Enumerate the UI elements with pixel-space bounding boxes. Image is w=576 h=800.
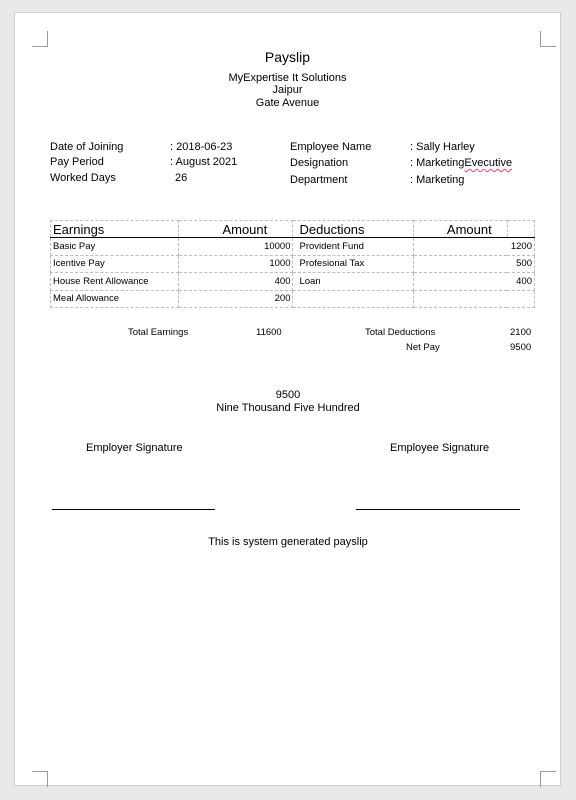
deduction-amount: 1200 [413, 238, 534, 256]
deduction-name: Provident Fund [293, 238, 413, 256]
deduction-name [293, 290, 413, 308]
net-pay-amount: 9500 [275, 389, 301, 401]
system-generated-note: This is system generated payslip [208, 536, 368, 548]
table-row [51, 290, 535, 308]
deductions-amount-header: Amount [413, 221, 507, 238]
company-city: Jaipur [272, 84, 303, 96]
crop-mark-bottom-left [32, 771, 48, 787]
net-pay-label: Net Pay [406, 342, 440, 353]
employer-signature-label: Employer Signature [86, 442, 183, 454]
pay-period-value: : August 2021 [170, 156, 238, 168]
deductions-header: Deductions [293, 221, 413, 238]
earning-name: Meal Allowance [51, 290, 179, 308]
table-header-row [51, 221, 535, 238]
company-address: Gate Avenue [255, 97, 320, 109]
total-earnings-label: Total Earnings [128, 327, 189, 338]
total-earnings-value: 11600 [256, 327, 282, 338]
net-pay-in-words: Nine Thousand Five Hundred [216, 402, 360, 414]
crop-mark-top-right [540, 31, 556, 47]
total-deductions-value: 2100 [510, 327, 532, 338]
earning-name: Icentive Pay [51, 255, 179, 273]
department-value: : Marketing [410, 174, 465, 186]
company-name: MyExpertise It Solutions [228, 72, 347, 84]
payslip-title: Payslip [264, 49, 311, 65]
worked-days-label: Worked Days [50, 172, 116, 184]
earnings-amount-header: Amount [179, 221, 293, 238]
deduction-amount [413, 290, 534, 308]
employee-signature-label: Employee Signature [390, 442, 490, 454]
employer-signature-line [52, 509, 215, 510]
table-row [51, 255, 535, 273]
table-row [51, 273, 535, 291]
table-row [51, 238, 535, 256]
designation-value-misspelled-word: Evecutive [464, 157, 513, 169]
deduction-name: Profesional Tax [293, 255, 413, 273]
earning-amount: 200 [179, 290, 293, 308]
designation-value [410, 157, 512, 169]
employee-name-value: : Sally Harley [410, 141, 475, 153]
deduction-amount: 500 [413, 255, 534, 273]
designation-value-prefix: : Marketing [410, 157, 465, 169]
earning-name: House Rent Allowance [51, 273, 179, 291]
earning-name: Basic Pay [51, 238, 179, 256]
designation-label: Designation [290, 157, 349, 169]
earnings-header: Earnings [51, 221, 179, 238]
date-of-joining-label: Date of Joining [50, 141, 124, 153]
employee-name-label: Employee Name [290, 141, 372, 153]
earning-amount: 1000 [179, 255, 293, 273]
earning-amount: 400 [179, 273, 293, 291]
earnings-deductions-table [50, 220, 535, 308]
worked-days-value: 26 [175, 172, 188, 184]
crop-mark-bottom-right [540, 771, 556, 787]
pay-period-label: Pay Period [50, 156, 104, 168]
table-header-spacer [507, 221, 534, 238]
total-deductions-label: Total Deductions [365, 327, 436, 338]
date-of-joining-value: : 2018-06-23 [170, 141, 233, 153]
net-pay-value: 9500 [510, 342, 532, 353]
deduction-name: Loan [293, 273, 413, 291]
department-label: Department [290, 174, 348, 186]
deduction-amount: 400 [413, 273, 534, 291]
earning-amount: 10000 [179, 238, 293, 256]
employee-signature-line [356, 509, 520, 510]
crop-mark-top-left [32, 31, 48, 47]
